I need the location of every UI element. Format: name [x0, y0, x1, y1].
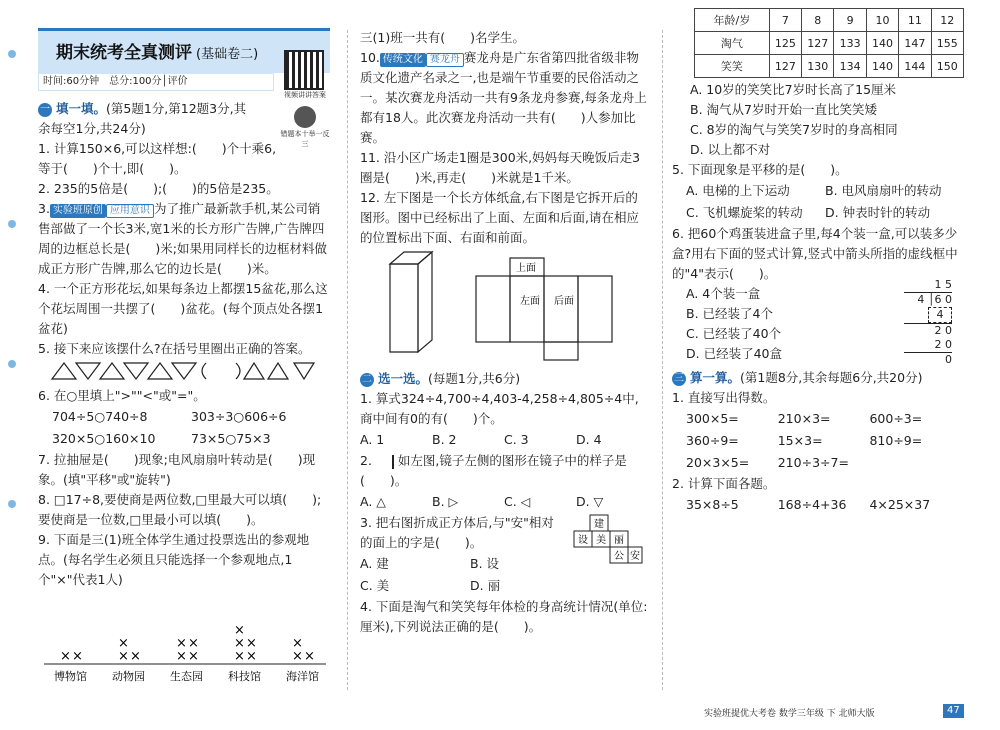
vote-label: 生态园 [170, 670, 203, 683]
option: C. 已经装了40个 [686, 326, 782, 341]
vote-mark: × [292, 636, 303, 651]
vote-label: 海洋馆 [286, 670, 319, 683]
footer-text: 实验班提优大考卷 数学三年级 下 北师大版 [704, 709, 875, 719]
q3-cube [360, 513, 648, 562]
side-decoration [6, 30, 18, 710]
question: 2. 如左图,镜子左侧的图形在镜子中的样子是( )。 [360, 453, 627, 488]
test-info: 时间:60分钟 总分:100分│评价 [38, 73, 274, 91]
question: 3. 实验班原创 应用意识 为了推广最新款手机,某公司销售部做了一个长3米,宽1米的长方形广告牌,广告牌四周的边框总长是( )米;如果用同样长的边框材料做成正方形广告牌,那么它的边长是( )米。 [38, 201, 327, 276]
box-net-figure [360, 248, 648, 366]
vote-mark: × [246, 649, 257, 664]
svg-text:建: 建 [594, 519, 604, 530]
column-middle [360, 28, 648, 637]
vote-mark: × [72, 649, 83, 664]
net-label-top: 上面 [516, 263, 536, 274]
question: 4. 下面是淘气和笑笑每年体检的身高统计情况(单位:厘米),下列说法正确的是( )。 [360, 599, 648, 634]
page-title: 期末统考全真测评 (基础卷二) [56, 43, 259, 63]
page-number: 47 [943, 704, 964, 718]
option: A. 4个装一盒 [686, 286, 761, 301]
option: A. 10岁的笑笑比7岁时长高了15厘米 [690, 82, 897, 97]
vote-mark: × [188, 649, 199, 664]
net-label-left: 左面 [520, 296, 540, 307]
vote-chart [38, 590, 330, 686]
option: B. 淘气从7岁时开始一直比笑笑矮 [690, 102, 877, 117]
option: D. 已经装了40盒 [686, 346, 782, 361]
vote-mark: × [304, 649, 315, 664]
options: A. △ B. ▷ C. ◁ D. ▽ [360, 494, 604, 509]
option: C. 8岁的淘气与笑笑7岁时的身高相同 [690, 122, 898, 137]
question: 1. 计算150×6,可以这样想:( )个十乘6,等于( )个十,即( )。 [38, 141, 277, 176]
vote-mark: × [234, 623, 245, 638]
vote-mark: × [176, 649, 187, 664]
question: 9. 下面是三(1)班全体学生通过投票选出的参观地点。(每名学生必须且只能选择一个参观地点,1个"×"代表1人) [38, 532, 310, 587]
vote-mark: × [118, 649, 129, 664]
owl-caption: 错题本十举一反三 [280, 130, 330, 148]
vote-mark: × [118, 636, 129, 651]
svg-text:公: 公 [614, 551, 624, 562]
question: 2. 计算下面各题。 [672, 476, 776, 491]
options: A. 建 B. 设 C. 美 D. 丽 [360, 556, 501, 593]
options: A. 电梯的上下运动 B. 电风扇扇叶的转动 C. 飞机螺旋桨的转动 D. 钟表时针的转动 [686, 183, 942, 220]
owl-logo-icon [294, 106, 316, 128]
question: 11. 沿小区广场走1圈是300米,妈妈每天晚饭后走3圈是( )米,再走( )米就是1千米。 [360, 150, 641, 185]
question: 5. 下面现象是平移的是( )。 [672, 162, 848, 177]
option: B. 已经装了4个 [686, 306, 773, 321]
vote-label: 科技馆 [228, 670, 261, 683]
svg-text:丽: 丽 [614, 535, 624, 546]
question: 三(1)班一共有( )名学生。 [360, 30, 525, 45]
question: 4. 一个正方形花坛,如果每条边上都摆15盆花,那么这个花坛周围一共摆了( )盆花。(每个顶点处各摆1盆花) [38, 281, 328, 336]
oral-calc: 300×5= 210×3= 600÷3= 360÷9= 15×3= 810÷9= 20×3×5= 210÷3÷7= [686, 411, 923, 470]
q6-block [672, 278, 964, 368]
height-table: 年龄/岁 7 8 9 10 11 12 淘气 125 127 133 140 147 155 笑笑 127 130 134 140 144 150 [694, 8, 964, 78]
option: D. 以上都不对 [690, 142, 771, 157]
section-heading: 二 选一选。(每题1分,共6分) [362, 371, 521, 386]
question: 12. 左下图是一个长方体纸盒,右下图是它拆开后的图形。图中已经标出了上面、左面和后面,请在相应的位置标出下面、右面和前面。 [360, 190, 639, 245]
column-right [672, 8, 964, 516]
vote-mark: × [176, 636, 187, 651]
svg-text:安: 安 [630, 551, 640, 562]
vote-mark: × [188, 636, 199, 651]
qr-caption: 视频讲讲答案 [284, 91, 326, 99]
question: 2. 235的5倍是( );( )的5倍是235。 [38, 181, 279, 196]
vote-mark: × [130, 649, 141, 664]
compare-list: 704÷5○740÷8 303÷3○606÷6 320×5○160×10 73×5○75×3 [52, 409, 287, 446]
question: 5. 接下来应该摆什么?在括号里圈出正确的答案。 [38, 341, 311, 356]
vote-mark: × [234, 649, 245, 664]
column-divider [347, 30, 348, 690]
vote-mark: × [60, 649, 71, 664]
question: 3. 把右图折成正方体后,与"安"相对的面上的字是( )。 [360, 515, 554, 550]
svg-text:美: 美 [596, 535, 606, 546]
net-label-back: 后面 [554, 296, 574, 307]
written-calc: 35×8÷5 168÷4+36 4×25×37 [686, 497, 931, 512]
triangle-pattern [38, 359, 330, 383]
vote-label: 动物园 [112, 670, 145, 683]
section-heading: 三 算一算。(第1题8分,其余每题6分,共20分) [674, 370, 923, 385]
svg-text:设: 设 [578, 535, 588, 546]
section-heading: 一 填一填。(第5题1分,第12题3分,其余每空1分,共24分) [38, 101, 247, 136]
column-divider [662, 30, 663, 690]
long-division: 1 5 4 │6 0 4 2 0 2 0 0 [904, 278, 952, 367]
vote-mark: × [234, 636, 245, 651]
vote-label: 博物馆 [54, 670, 87, 683]
vote-mark: × [292, 649, 303, 664]
qr-code-icon[interactable] [284, 50, 324, 90]
mirror-icon [376, 455, 394, 469]
question: 1. 直接写出得数。 [672, 390, 776, 405]
question: 1. 算式324÷4,700÷4,403-4,258÷4,805÷4中,商中间有0的有( )个。 [360, 391, 639, 426]
options: A. 1 B. 2 C. 3 D. 4 [360, 432, 602, 447]
column-left [38, 28, 330, 689]
vote-mark: × [246, 636, 257, 651]
question: 10. 传统文化 赛龙舟 赛龙舟是广东省第四批省级非物质文化遗产名录之一,也是端午节重要的民俗活动之一。某次赛龙舟活动一共有9条龙舟参赛,每条龙舟上都有18人。此次赛龙舟活动一共有( )人参加比赛。 [360, 50, 647, 145]
question: 6. 在○里填上">""<"或"="。 [38, 388, 206, 403]
cube-net-figure [572, 513, 644, 567]
question: 7. 拉抽屉是( )现象;电风扇扇叶转动是( )现象。(填"平移"或"旋转") [38, 452, 316, 487]
question: 6. 把60个鸡蛋装进盒子里,每4个装一盒,可以装多少盒?用右下面的竖式计算,竖式中箭头所指的虚线框中的"4"表示( )。 [672, 226, 958, 281]
question: 8. □17÷8,要使商是两位数,□里最大可以填( );要使商是一位数,□里最小可以填( )。 [38, 492, 322, 527]
